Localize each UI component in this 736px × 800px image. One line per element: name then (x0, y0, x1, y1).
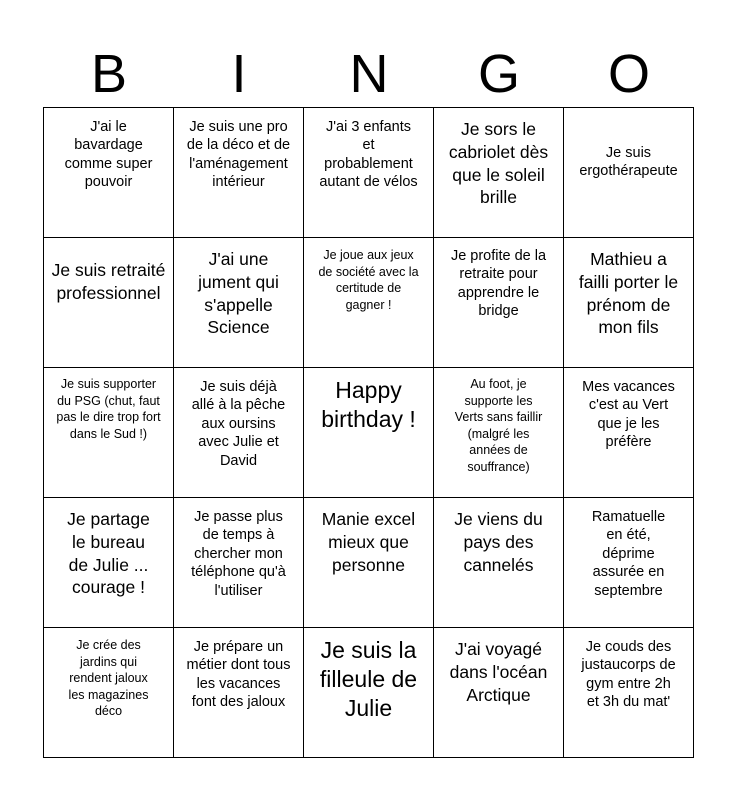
cell-text: Je suis la filleule de Julie (319, 637, 418, 722)
header-letter-n: N (349, 44, 389, 104)
bingo-cell-r1c4[interactable] (434, 108, 564, 238)
header-letter-g: G (477, 44, 520, 104)
bingo-cell-r3c1[interactable] (44, 368, 174, 498)
header-letter-b: B (90, 44, 128, 104)
bingo-cell-r1c3[interactable] (304, 108, 434, 238)
cell-text: J'ai 3 enfants et probablement autant de vélos (319, 119, 418, 191)
bingo-cell-r2c5[interactable] (564, 238, 694, 368)
cell-text: Je prépare un métier dont tous les vacances font des jaloux (186, 639, 291, 711)
bingo-cell-r2c4[interactable] (434, 238, 564, 368)
cell-text: Je suis une pro de la déco et de l'aménagement intérieur (186, 119, 291, 191)
bingo-cell-r5c2[interactable] (174, 628, 304, 758)
cell-text: Mathieu a failli porter le prénom de mon fils (578, 249, 679, 338)
bingo-cell-r3c5[interactable] (564, 368, 694, 498)
cell-text: Je suis supporter du PSG (chut, faut pas le dire trop fort dans le Sud !) (56, 377, 161, 441)
cell-text: Ramatuelle en été, déprime assurée en septembre (591, 509, 666, 599)
bingo-cell-r2c1[interactable] (44, 238, 174, 368)
cell-text: J'ai voyagé dans l'océan Arctique (449, 639, 548, 705)
cell-text: Je couds des justaucorps de gym entre 2h et 3h du mat' (581, 639, 676, 711)
bingo-cell-r5c1[interactable] (44, 628, 174, 758)
cell-text: Je suis ergothérapeute (579, 145, 678, 180)
cell-text: Je sors le cabriolet dès que le soleil brille (448, 119, 549, 208)
bingo-cell-r3c4[interactable] (434, 368, 564, 498)
bingo-cell-r1c5[interactable] (564, 108, 694, 238)
bingo-cell-r4c1[interactable] (44, 498, 174, 628)
bingo-cell-r4c2[interactable] (174, 498, 304, 628)
bingo-header (44, 40, 694, 108)
cell-text: Manie excel mieux que personne (321, 509, 416, 575)
bingo-cell-r1c2[interactable] (174, 108, 304, 238)
cell-text: Je joue aux jeux de société avec la certitude de gagner ! (318, 248, 419, 312)
cell-text: Je partage le bureau de Julie ... courage ! (67, 509, 150, 598)
cell-text: Happy birthday ! (321, 377, 416, 433)
bingo-cell-r1c1[interactable] (44, 108, 174, 238)
bingo-cell-r5c4[interactable] (434, 628, 564, 758)
cell-text: Je viens du pays des cannelés (454, 509, 543, 575)
bingo-cell-r3c3[interactable] (304, 368, 434, 498)
bingo-cell-r4c4[interactable] (434, 498, 564, 628)
bingo-cell-r5c5[interactable] (564, 628, 694, 758)
cell-text: Je crée des jardins qui rendent jaloux les magazines déco (68, 638, 149, 718)
bingo-cell-r3c2[interactable] (174, 368, 304, 498)
cell-text: Je suis retraité professionnel (51, 260, 166, 303)
cell-text: J'ai une jument qui s'appelle Science (198, 249, 279, 338)
bingo-cell-r2c2[interactable] (174, 238, 304, 368)
cell-text: J'ai le bavardage comme super pouvoir (64, 119, 153, 191)
cell-text: Je passe plus de temps à chercher mon téléphone qu'à l'utiliser (191, 509, 286, 599)
bingo-cell-r4c3[interactable] (304, 498, 434, 628)
bingo-cell-r2c3[interactable] (304, 238, 434, 368)
cell-text: Je suis déjà allé à la pêche aux oursins avec Julie et David (191, 379, 286, 469)
cell-text: Mes vacances c'est au Vert que je les préfère (582, 379, 675, 451)
bingo-board (43, 107, 694, 758)
cell-text: Je profite de la retraite pour apprendre le bridge (450, 248, 547, 320)
bingo-cell-r4c5[interactable] (564, 498, 694, 628)
header-letter-o: O (607, 44, 650, 104)
header-letter-i: I (231, 44, 247, 104)
bingo-cell-r5c3[interactable] (304, 628, 434, 758)
cell-text: Au foot, je supporte les Verts sans faillir (malgré les années de souffrance) (454, 377, 543, 474)
